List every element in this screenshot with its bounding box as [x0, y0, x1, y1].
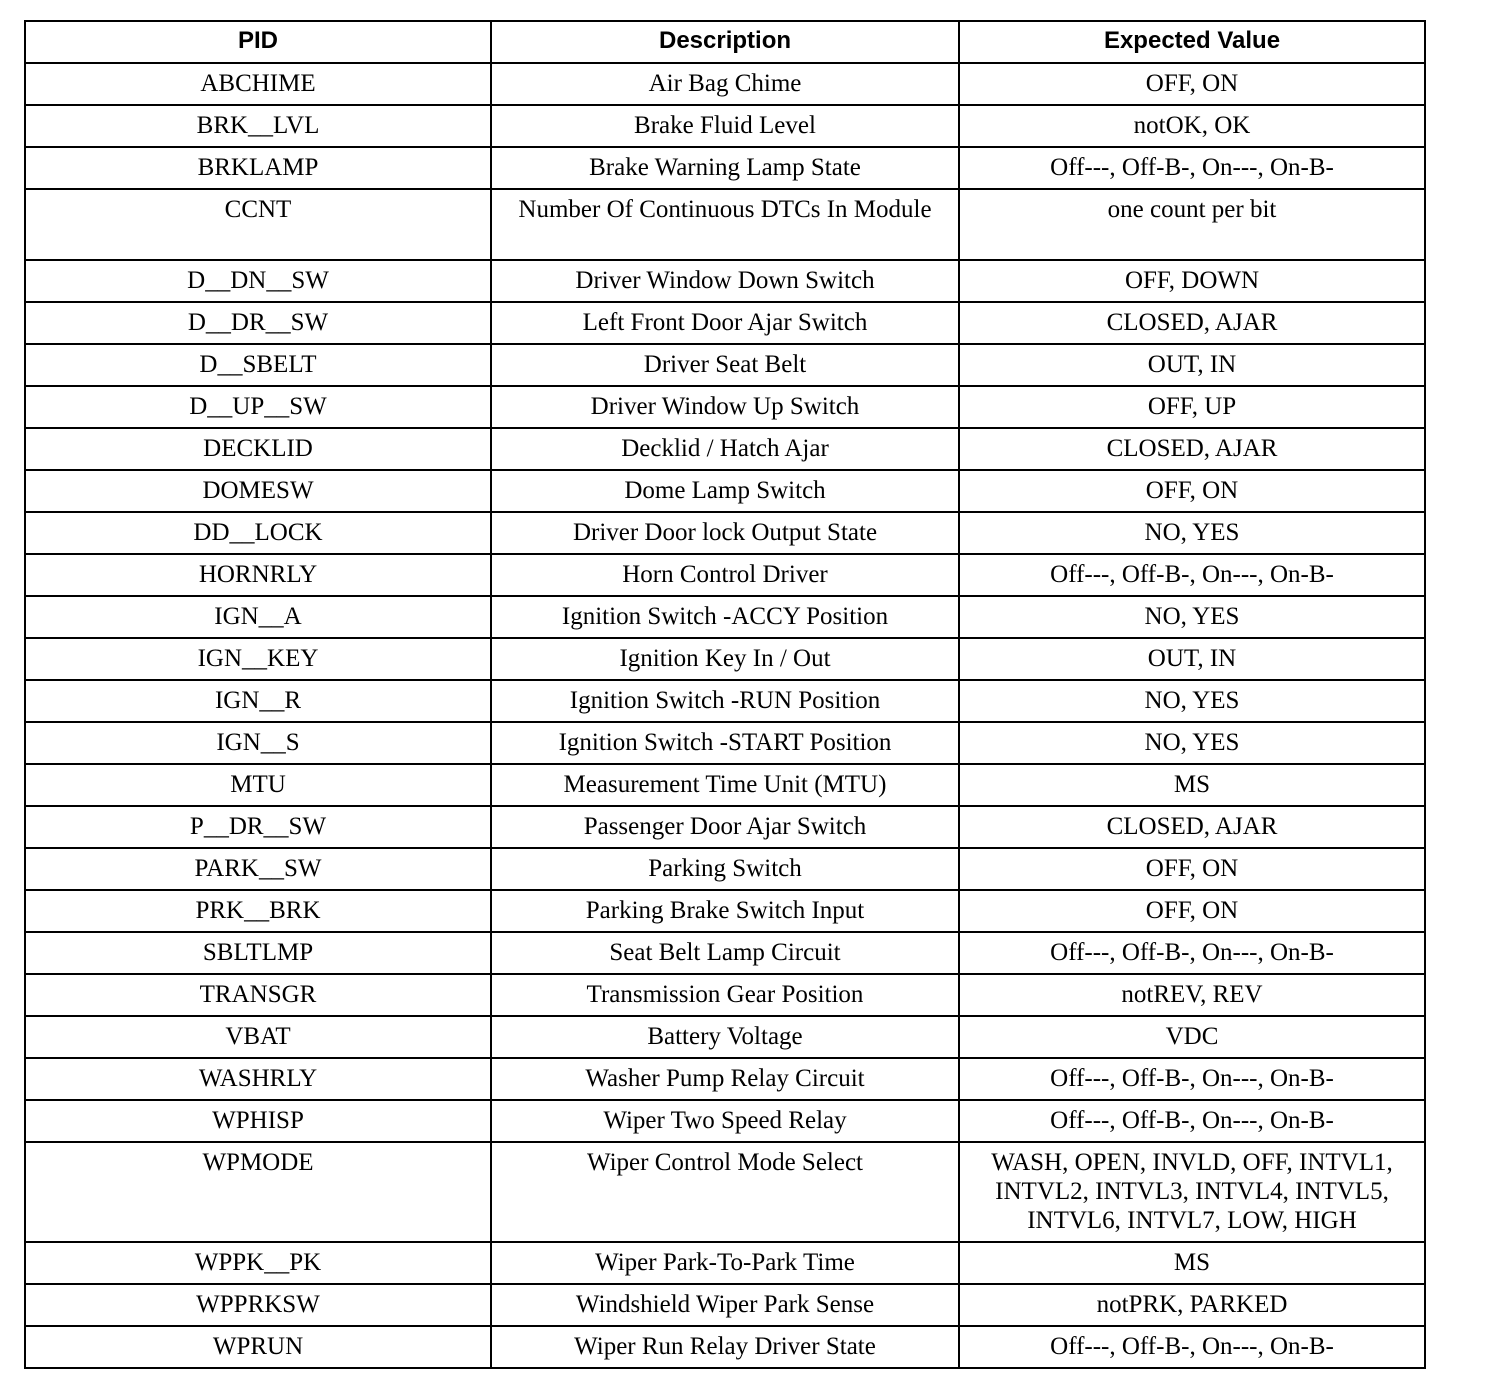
- pid-cell: IGN__A: [25, 596, 491, 638]
- table-row: [25, 1058, 1425, 1100]
- pid-cell: WPPK__PK: [25, 1242, 491, 1284]
- pid-cell: WASHRLY: [25, 1058, 491, 1100]
- table-row: [25, 260, 1425, 302]
- description-cell: Number Of Continuous DTCs In Module: [491, 189, 959, 260]
- expected-value-cell: OFF, ON: [959, 848, 1425, 890]
- table-row: [25, 806, 1425, 848]
- description-cell: Measurement Time Unit (MTU): [491, 764, 959, 806]
- expected-value-cell: one count per bit: [959, 189, 1425, 260]
- table-row: [25, 302, 1425, 344]
- description-cell: Parking Brake Switch Input: [491, 890, 959, 932]
- pid-cell: D__DR__SW: [25, 302, 491, 344]
- expected-value-cell: OFF, ON: [959, 890, 1425, 932]
- description-cell: Driver Window Down Switch: [491, 260, 959, 302]
- description-cell: Air Bag Chime: [491, 63, 959, 105]
- pid-cell: IGN__S: [25, 722, 491, 764]
- table-row: [25, 764, 1425, 806]
- table-row: [25, 722, 1425, 764]
- pid-cell: DD__LOCK: [25, 512, 491, 554]
- pid-cell: IGN__R: [25, 680, 491, 722]
- pid-table: [24, 20, 1426, 1369]
- pid-cell: WPPRKSW: [25, 1284, 491, 1326]
- table-row: [25, 1100, 1425, 1142]
- description-cell: Ignition Switch -ACCY Position: [491, 596, 959, 638]
- pid-cell: WPMODE: [25, 1142, 491, 1242]
- table-row: [25, 974, 1425, 1016]
- table-row: [25, 512, 1425, 554]
- expected-value-cell: CLOSED, AJAR: [959, 302, 1425, 344]
- description-cell: Seat Belt Lamp Circuit: [491, 932, 959, 974]
- expected-value-cell: notREV, REV: [959, 974, 1425, 1016]
- expected-value-cell: OFF, ON: [959, 63, 1425, 105]
- pid-cell: VBAT: [25, 1016, 491, 1058]
- header-row: [25, 21, 1425, 63]
- expected-value-cell: OUT, IN: [959, 344, 1425, 386]
- expected-value-cell: notOK, OK: [959, 105, 1425, 147]
- expected-value-cell: MS: [959, 1242, 1425, 1284]
- expected-value-cell: MS: [959, 764, 1425, 806]
- description-cell: Driver Door lock Output State: [491, 512, 959, 554]
- table-row: [25, 596, 1425, 638]
- expected-value-cell: Off---, Off-B-, On---, On-B-: [959, 1100, 1425, 1142]
- expected-value-cell: VDC: [959, 1016, 1425, 1058]
- expected-value-cell: notPRK, PARKED: [959, 1284, 1425, 1326]
- expected-value-cell: Off---, Off-B-, On---, On-B-: [959, 1058, 1425, 1100]
- description-cell: Driver Seat Belt: [491, 344, 959, 386]
- table-row: [25, 848, 1425, 890]
- pid-cell: HORNRLY: [25, 554, 491, 596]
- expected-value-cell: OUT, IN: [959, 638, 1425, 680]
- table-row: [25, 680, 1425, 722]
- table-row: [25, 105, 1425, 147]
- table-row: [25, 386, 1425, 428]
- expected-value-cell: Off---, Off-B-, On---, On-B-: [959, 1326, 1425, 1368]
- description-cell: Brake Fluid Level: [491, 105, 959, 147]
- table-row: [25, 470, 1425, 512]
- expected-value-cell: Off---, Off-B-, On---, On-B-: [959, 554, 1425, 596]
- description-cell: Battery Voltage: [491, 1016, 959, 1058]
- description-cell: Ignition Switch -RUN Position: [491, 680, 959, 722]
- table-row: [25, 1284, 1425, 1326]
- table-row: [25, 1016, 1425, 1058]
- description-cell: Wiper Park-To-Park Time: [491, 1242, 959, 1284]
- description-cell: Ignition Switch -START Position: [491, 722, 959, 764]
- pid-cell: BRK__LVL: [25, 105, 491, 147]
- description-cell: Ignition Key In / Out: [491, 638, 959, 680]
- pid-cell: P__DR__SW: [25, 806, 491, 848]
- description-cell: Passenger Door Ajar Switch: [491, 806, 959, 848]
- pid-cell: BRKLAMP: [25, 147, 491, 189]
- table-row: [25, 147, 1425, 189]
- pid-cell: DECKLID: [25, 428, 491, 470]
- description-cell: Dome Lamp Switch: [491, 470, 959, 512]
- pid-cell: WPHISP: [25, 1100, 491, 1142]
- expected-value-cell: CLOSED, AJAR: [959, 806, 1425, 848]
- table-row: [25, 1142, 1425, 1242]
- table-row: [25, 63, 1425, 105]
- description-cell: Parking Switch: [491, 848, 959, 890]
- pid-cell: D__UP__SW: [25, 386, 491, 428]
- table-row: [25, 428, 1425, 470]
- pid-cell: WPRUN: [25, 1326, 491, 1368]
- description-cell: Windshield Wiper Park Sense: [491, 1284, 959, 1326]
- table-row: [25, 344, 1425, 386]
- expected-value-cell: Off---, Off-B-, On---, On-B-: [959, 147, 1425, 189]
- pid-cell: PARK__SW: [25, 848, 491, 890]
- table-row: [25, 554, 1425, 596]
- description-cell: Wiper Control Mode Select: [491, 1142, 959, 1242]
- table-row: [25, 638, 1425, 680]
- pid-cell: MTU: [25, 764, 491, 806]
- pid-cell: ABCHIME: [25, 63, 491, 105]
- header-expected-value: Expected Value: [959, 21, 1425, 63]
- expected-value-cell: NO, YES: [959, 512, 1425, 554]
- table-body: [25, 63, 1425, 1368]
- table-row: [25, 932, 1425, 974]
- pid-cell: CCNT: [25, 189, 491, 260]
- table-row: [25, 890, 1425, 932]
- header-description: Description: [491, 21, 959, 63]
- description-cell: Decklid / Hatch Ajar: [491, 428, 959, 470]
- expected-value-cell: OFF, DOWN: [959, 260, 1425, 302]
- expected-value-cell: NO, YES: [959, 722, 1425, 764]
- pid-cell: SBLTLMP: [25, 932, 491, 974]
- header-pid: PID: [25, 21, 491, 63]
- description-cell: Transmission Gear Position: [491, 974, 959, 1016]
- expected-value-cell: NO, YES: [959, 596, 1425, 638]
- expected-value-cell: WASH, OPEN, INVLD, OFF, INTVL1, INTVL2, INTVL3, INTVL4, INTVL5, INTVL6, INTVL7, LOW, HIGH: [959, 1142, 1425, 1242]
- description-cell: Driver Window Up Switch: [491, 386, 959, 428]
- description-cell: Horn Control Driver: [491, 554, 959, 596]
- expected-value-cell: NO, YES: [959, 680, 1425, 722]
- description-cell: Washer Pump Relay Circuit: [491, 1058, 959, 1100]
- description-cell: Brake Warning Lamp State: [491, 147, 959, 189]
- description-cell: Wiper Two Speed Relay: [491, 1100, 959, 1142]
- expected-value-cell: Off---, Off-B-, On---, On-B-: [959, 932, 1425, 974]
- table-row: [25, 1326, 1425, 1368]
- table-row: [25, 1242, 1425, 1284]
- expected-value-cell: OFF, ON: [959, 470, 1425, 512]
- pid-cell: D__DN__SW: [25, 260, 491, 302]
- pid-cell: PRK__BRK: [25, 890, 491, 932]
- pid-cell: D__SBELT: [25, 344, 491, 386]
- description-cell: Left Front Door Ajar Switch: [491, 302, 959, 344]
- expected-value-cell: CLOSED, AJAR: [959, 428, 1425, 470]
- pid-cell: DOMESW: [25, 470, 491, 512]
- expected-value-cell: OFF, UP: [959, 386, 1425, 428]
- pid-cell: IGN__KEY: [25, 638, 491, 680]
- description-cell: Wiper Run Relay Driver State: [491, 1326, 959, 1368]
- table-header: [25, 21, 1425, 63]
- pid-cell: TRANSGR: [25, 974, 491, 1016]
- table-row: [25, 189, 1425, 260]
